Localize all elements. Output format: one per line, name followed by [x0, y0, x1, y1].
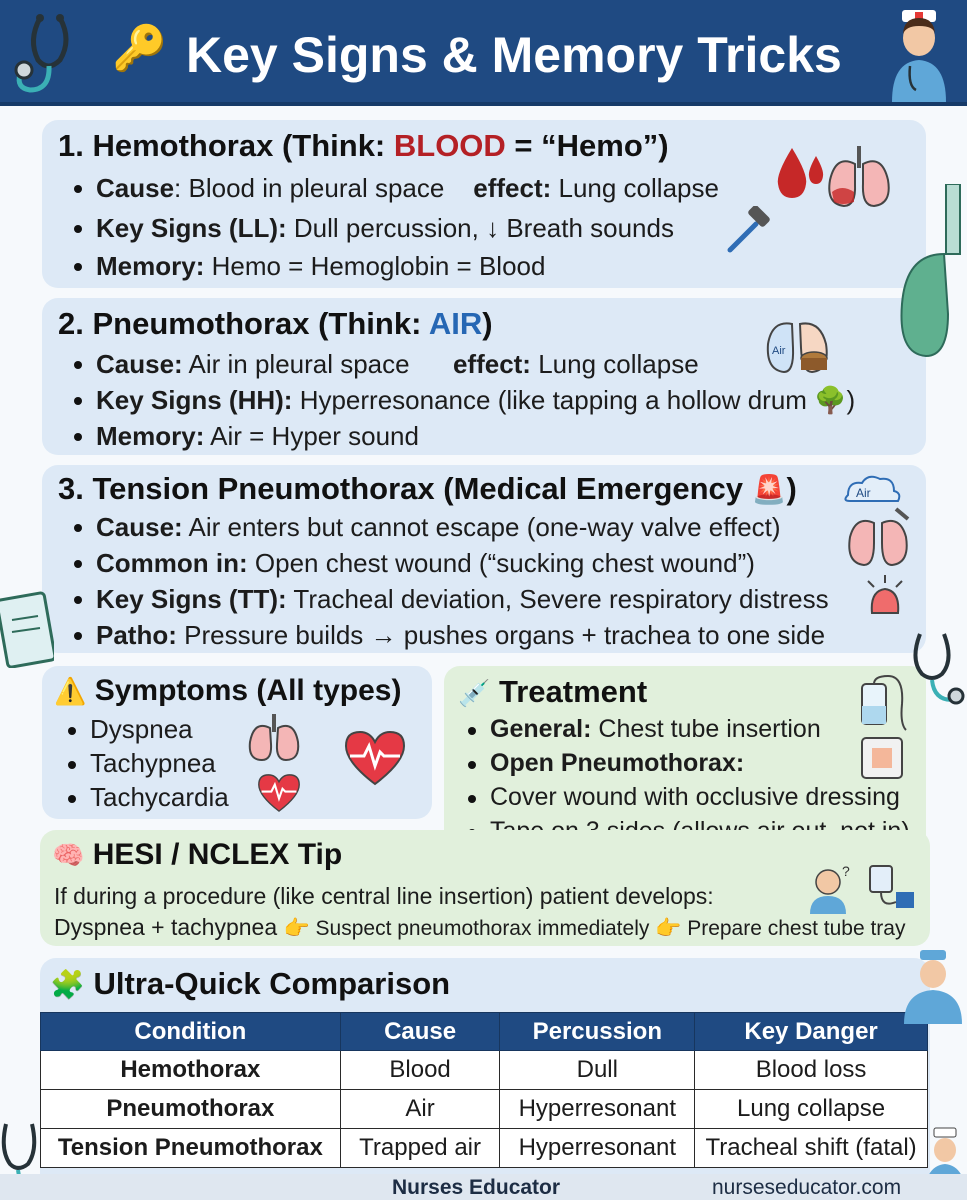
air-highlight: AIR — [428, 306, 483, 341]
svg-text:?: ? — [842, 863, 850, 879]
svg-text:Air: Air — [772, 345, 786, 357]
treatment-list — [466, 712, 910, 848]
list-item: Common in: Open chest wound (“sucking chest wound”) — [72, 545, 829, 581]
svg-text:Air: Air — [856, 486, 871, 500]
hemothorax-title: 1. Hemothorax (Think: BLOOD = “Hemo”) — [58, 128, 669, 163]
header-banner — [0, 0, 967, 106]
table-header-row — [41, 1013, 928, 1051]
table-cell: Lung collapse — [695, 1090, 928, 1129]
comparison-table — [40, 1012, 928, 1168]
reflex-hammer-icon — [722, 206, 772, 256]
table-header: Key Danger — [695, 1013, 928, 1051]
heart-pulse-small-icon — [256, 772, 302, 814]
list-item: Key Signs (LL): Dull percussion, ↓ Breath sounds — [72, 210, 719, 246]
symptoms-list — [66, 712, 229, 814]
list-item: Cause: Blood in pleural space effect: Lung collapse — [72, 170, 719, 206]
comparison-title: 🧩 Ultra-Quick Comparison — [50, 966, 451, 1001]
table-cell: Hyperresonant — [500, 1090, 695, 1129]
alarm-icon — [860, 573, 910, 617]
pneumothorax-card — [42, 298, 926, 455]
table-row — [41, 1051, 928, 1090]
table-header: Condition — [41, 1013, 341, 1051]
treatment-card — [444, 666, 926, 852]
bleeding-lungs-icon — [824, 144, 894, 212]
list-item: Patho: Pressure builds → pushes organs + trachea to one side — [72, 617, 829, 653]
key-icon: 🔑 — [112, 24, 167, 73]
list-item: Cover wound with occlusive dressing — [466, 780, 910, 814]
stethoscope-icon — [10, 10, 100, 100]
table-row — [41, 1129, 928, 1168]
footer-url[interactable]: nurseseducator.com — [712, 1176, 902, 1199]
syringe-icon: 💉 — [458, 678, 491, 708]
table-cell: Dull — [500, 1051, 695, 1090]
nurse-side-icon — [900, 948, 967, 1024]
tip-line-1: If during a procedure (like central line insertion) patient develops: — [54, 883, 714, 909]
table-cell: Blood loss — [695, 1051, 928, 1090]
list-item: Key Signs (HH): Hyperresonance (like tapping a hollow drum 🌳) — [72, 382, 855, 418]
nurse-icon — [884, 6, 954, 102]
list-item: Cause: Air enters but cannot escape (one-way valve effect) — [72, 509, 829, 545]
table-cell: Tracheal shift (fatal) — [695, 1129, 928, 1168]
puzzle-icon: 🧩 — [50, 969, 85, 1000]
blood-highlight: BLOOD — [393, 128, 506, 163]
brain-icon: 🧠 — [52, 840, 85, 870]
list-item: Memory: Air = Hyper sound — [72, 418, 855, 454]
siren-icon: 🚨 — [751, 474, 787, 505]
pointing-hand-icon: 👉 — [655, 917, 682, 940]
table-row — [41, 1090, 928, 1129]
table-cell: Hemothorax — [41, 1051, 341, 1090]
confused-person-icon — [808, 862, 856, 914]
table-cell: Blood — [340, 1051, 500, 1090]
list-item: Tachypnea — [66, 746, 229, 780]
medical-monitor-icon — [866, 862, 918, 914]
air-lungs-drum-icon — [762, 314, 834, 378]
blood-drop-icon — [772, 142, 827, 202]
list-item: Cause: Air in pleural space effect: Lung collapse — [72, 346, 855, 382]
dressing-icon — [858, 734, 906, 782]
warning-icon: ⚠️ — [54, 676, 87, 706]
list-item: Key Signs (TT): Tracheal deviation, Severe respiratory distress — [72, 581, 829, 617]
tip-title: 🧠 HESI / NCLEX Tip — [52, 838, 343, 871]
list-item: Open Pneumothorax: — [466, 746, 910, 780]
table-cell: Pneumothorax — [41, 1090, 341, 1129]
stethoscope-side-icon — [908, 630, 967, 710]
treatment-title: 💉 Treatment — [458, 674, 648, 709]
pneumothorax-list — [72, 346, 855, 454]
pneumothorax-title: 2. Pneumothorax (Think: AIR) — [58, 306, 493, 341]
tension-card — [42, 465, 926, 653]
clipboard-icon — [0, 588, 54, 668]
lungs-icon — [246, 712, 302, 764]
list-item: General: Chest tube insertion — [466, 712, 910, 746]
symptoms-card — [42, 666, 432, 819]
pointing-hand-icon: 👉 — [283, 917, 310, 940]
list-item: Dyspnea — [66, 712, 229, 746]
chest-tube-icon — [856, 674, 910, 732]
air-valve-lungs-icon — [838, 473, 918, 573]
table-cell: Air — [340, 1090, 500, 1129]
tension-title: 3. Tension Pneumothorax (Medical Emergency 🚨) — [58, 471, 797, 506]
tension-list — [72, 509, 829, 653]
tip-line-2: Dyspnea + tachypnea 👉 Suspect pneumothorax immediately 👉 Prepare chest tube tray — [54, 914, 906, 940]
table-cell: Tension Pneumothorax — [41, 1129, 341, 1168]
table-header: Percussion — [500, 1013, 695, 1051]
table-cell: Trapped air — [340, 1129, 500, 1168]
table-cell: Hyperresonant — [500, 1129, 695, 1168]
heart-pulse-icon — [342, 728, 408, 788]
list-item: Tachycardia — [66, 780, 229, 814]
footer-brand: Nurses Educator — [392, 1176, 561, 1199]
table-header: Cause — [340, 1013, 500, 1051]
footer — [0, 1174, 967, 1200]
hemothorax-card — [42, 120, 926, 288]
symptoms-title: ⚠️ Symptoms (All types) — [54, 674, 402, 707]
hemothorax-list — [72, 170, 719, 284]
lungs-trachea-icon — [896, 184, 967, 374]
page-title: Key Signs & Memory Tricks — [186, 27, 842, 83]
list-item: Memory: Hemo = Hemoglobin = Blood — [72, 248, 719, 284]
